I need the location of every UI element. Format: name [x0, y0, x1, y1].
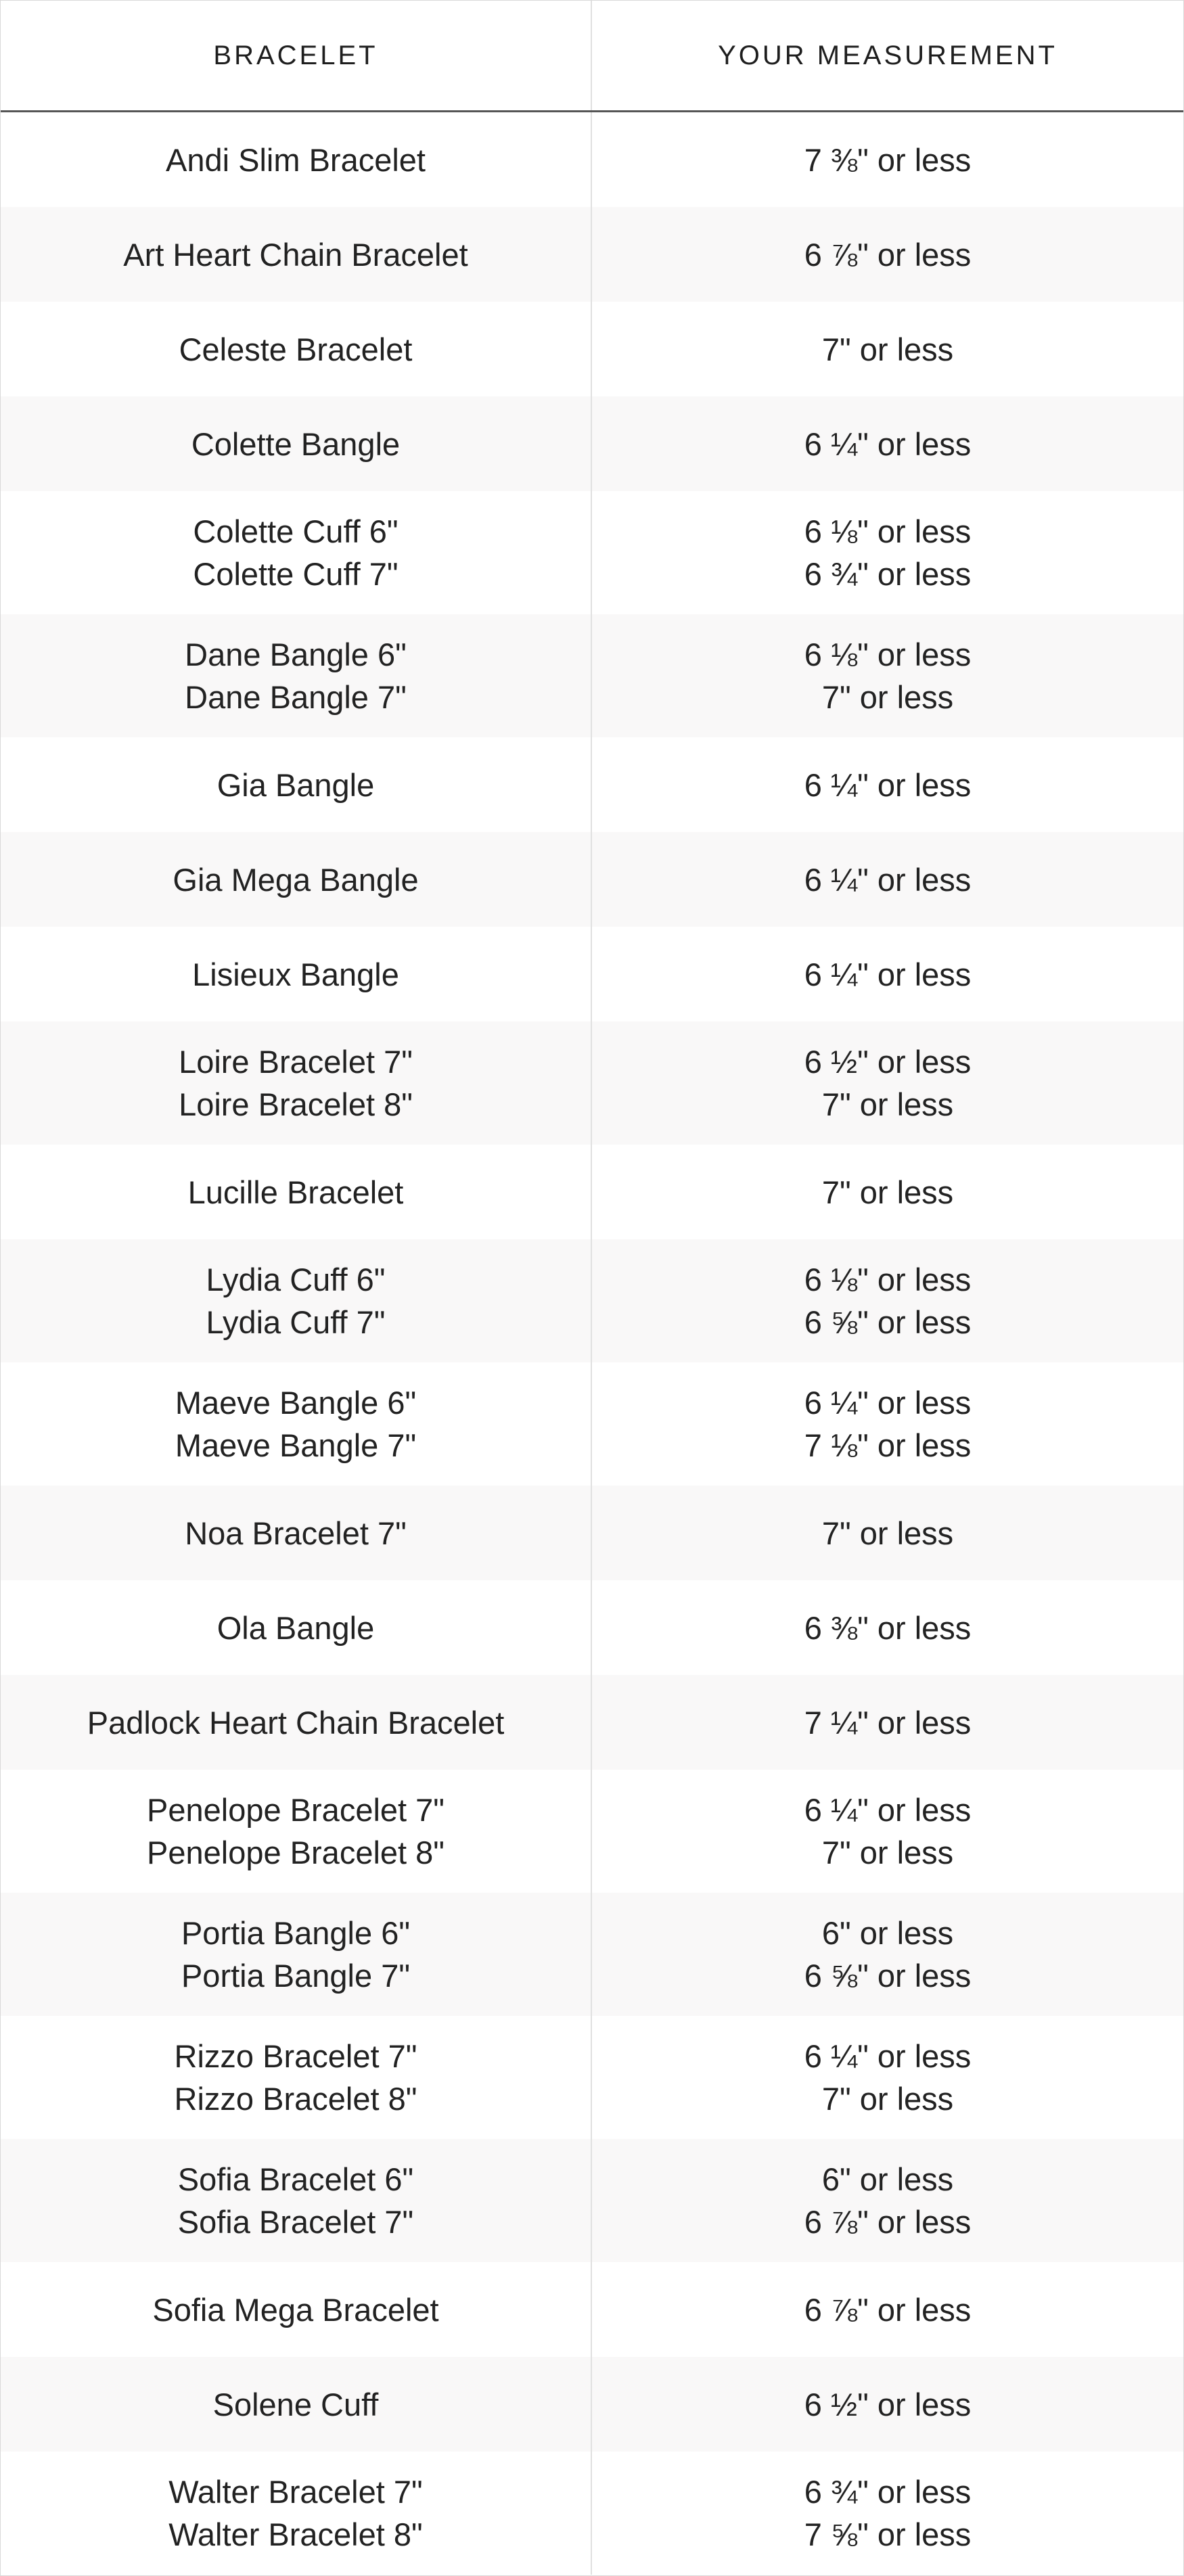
measurement-cell	[592, 2357, 1183, 2452]
bracelet-name: Penelope Bracelet 7"	[147, 1792, 445, 1828]
table-row	[1, 302, 1183, 396]
bracelet-name: Penelope Bracelet 8"	[147, 1835, 445, 1870]
bracelet-name: Portia Bangle 7"	[181, 1958, 411, 1994]
measurement-value: 6" or less	[821, 1915, 954, 1951]
table-body	[1, 112, 1183, 2575]
measurement-cell	[592, 1145, 1183, 1239]
bracelet-cell	[1, 1021, 592, 1145]
measurement-value: 7" or less	[821, 331, 954, 367]
bracelet-name: Rizzo Bracelet 7"	[174, 2038, 417, 2074]
bracelet-cell	[1, 1239, 592, 1362]
measurement-value: 7" or less	[821, 1835, 954, 1870]
bracelet-name: Ola Bangle	[217, 1609, 375, 1646]
measurement-value: 7 ¼" or less	[804, 1704, 972, 1741]
table-row	[1, 2357, 1183, 2452]
measurement-cell	[592, 207, 1183, 302]
table-row	[1, 1893, 1183, 2016]
bracelet-name: Andi Slim Bracelet	[166, 141, 426, 178]
measurement-value: 6 ¼" or less	[804, 2038, 972, 2074]
table-row	[1, 1362, 1183, 1486]
column-header-measurement: YOUR MEASUREMENT	[718, 40, 1057, 70]
bracelet-cell	[1, 1486, 592, 1580]
measurement-value: 6 ⅞" or less	[804, 2204, 972, 2240]
measurement-cell	[592, 1770, 1183, 1893]
bracelet-cell	[1, 302, 592, 396]
measurement-value: 6 ½" or less	[804, 1044, 972, 1080]
bracelet-name: Walter Bracelet 7"	[168, 2474, 423, 2510]
measurement-value: 7 ⅜" or less	[804, 141, 972, 178]
bracelet-name: Maeve Bangle 6"	[175, 1385, 417, 1421]
measurement-cell	[592, 396, 1183, 491]
measurement-value: 7" or less	[821, 1515, 954, 1551]
table-row	[1, 927, 1183, 1021]
measurement-value: 6 ¼" or less	[804, 956, 972, 992]
table-row	[1, 832, 1183, 927]
bracelet-name: Gia Mega Bangle	[173, 861, 419, 898]
measurement-cell	[592, 737, 1183, 832]
table-row	[1, 2262, 1183, 2357]
bracelet-name: Noa Bracelet 7"	[185, 1515, 407, 1551]
measurement-value: 7" or less	[821, 1086, 954, 1122]
bracelet-name: Lydia Cuff 6"	[206, 1262, 386, 1297]
measurement-value: 6 ¼" or less	[804, 1792, 972, 1828]
measurement-value: 6 ⅞" or less	[804, 2291, 972, 2328]
measurement-cell	[592, 1021, 1183, 1145]
measurement-value: 6 ¾" or less	[804, 2474, 972, 2510]
table-row	[1, 207, 1183, 302]
bracelet-cell	[1, 614, 592, 737]
bracelet-name: Gia Bangle	[217, 766, 375, 803]
measurement-value: 6 ⅝" or less	[804, 1958, 972, 1994]
measurement-value: 7" or less	[821, 1174, 954, 1210]
bracelet-cell	[1, 396, 592, 491]
column-header-bracelet: BRACELET	[1, 1, 592, 110]
table-row	[1, 1770, 1183, 1893]
measurement-value: 7" or less	[821, 679, 954, 715]
bracelet-name: Solene Cuff	[212, 2386, 379, 2422]
measurement-value: 6 ¼" or less	[804, 426, 972, 462]
bracelet-name: Loire Bracelet 8"	[179, 1086, 413, 1122]
measurement-value: 6 ¼" or less	[804, 1385, 972, 1421]
table-row	[1, 1486, 1183, 1580]
bracelet-name: Loire Bracelet 7"	[179, 1044, 413, 1080]
bracelet-cell	[1, 1770, 592, 1893]
bracelet-name: Walter Bracelet 8"	[168, 2516, 423, 2552]
bracelet-cell	[1, 1893, 592, 2016]
table-row	[1, 2452, 1183, 2575]
bracelet-name: Rizzo Bracelet 8"	[174, 2081, 417, 2117]
bracelet-name: Colette Cuff 6"	[193, 513, 399, 549]
table-row	[1, 1675, 1183, 1770]
measurement-cell	[592, 2139, 1183, 2262]
bracelet-cell	[1, 1145, 592, 1239]
bracelet-cell	[1, 207, 592, 302]
table-row	[1, 112, 1183, 207]
bracelet-cell	[1, 2016, 592, 2139]
measurement-cell	[592, 1486, 1183, 1580]
measurement-value: 6 ⅛" or less	[804, 513, 972, 549]
bracelet-cell	[1, 1675, 592, 1770]
table-row	[1, 1021, 1183, 1145]
measurement-cell	[592, 2262, 1183, 2357]
bracelet-name: Dane Bangle 7"	[185, 679, 407, 715]
measurement-cell	[592, 1893, 1183, 2016]
bracelet-cell	[1, 112, 592, 207]
table-row	[1, 737, 1183, 832]
measurement-cell	[592, 1239, 1183, 1362]
table-row	[1, 614, 1183, 737]
measurement-value: 6" or less	[821, 2161, 954, 2197]
measurement-value: 6 ⅜" or less	[804, 1609, 972, 1646]
measurement-cell	[592, 112, 1183, 207]
measurement-value: 6 ¼" or less	[804, 766, 972, 803]
table-row	[1, 2139, 1183, 2262]
bracelet-cell	[1, 1362, 592, 1486]
table-row	[1, 491, 1183, 614]
measurement-cell	[592, 2452, 1183, 2575]
bracelet-name: Sofia Bracelet 7"	[177, 2204, 414, 2240]
measurement-cell	[592, 302, 1183, 396]
bracelet-name: Maeve Bangle 7"	[175, 1427, 417, 1463]
table-row	[1, 2016, 1183, 2139]
measurement-cell	[592, 614, 1183, 737]
bracelet-cell	[1, 927, 592, 1021]
measurement-cell	[592, 491, 1183, 614]
measurement-value: 6 ⅛" or less	[804, 637, 972, 672]
measurement-value: 7" or less	[821, 2081, 954, 2117]
bracelet-name: Colette Cuff 7"	[193, 556, 399, 592]
bracelet-cell	[1, 2357, 592, 2452]
bracelet-cell	[1, 832, 592, 927]
bracelet-cell	[1, 2452, 592, 2575]
bracelet-cell	[1, 491, 592, 614]
table-row	[1, 1145, 1183, 1239]
measurement-cell	[592, 1362, 1183, 1486]
bracelet-cell	[1, 737, 592, 832]
measurement-cell	[592, 2016, 1183, 2139]
measurement-value: 6 ⅛" or less	[804, 1262, 972, 1297]
table-row	[1, 1239, 1183, 1362]
bracelet-cell	[1, 2262, 592, 2357]
bracelet-name: Padlock Heart Chain Bracelet	[87, 1704, 505, 1741]
measurement-value: 6 ⅝" or less	[804, 1304, 972, 1340]
measurement-cell	[592, 832, 1183, 927]
bracelet-name: Sofia Bracelet 6"	[177, 2161, 414, 2197]
measurement-cell	[592, 1580, 1183, 1675]
bracelet-name: Colette Bangle	[191, 426, 401, 462]
bracelet-name: Lydia Cuff 7"	[206, 1304, 386, 1340]
measurement-value: 6 ¾" or less	[804, 556, 972, 592]
measurement-value: 7 ⅝" or less	[804, 2516, 972, 2552]
measurement-cell	[592, 1675, 1183, 1770]
bracelet-name: Lisieux Bangle	[192, 956, 399, 992]
measurement-value: 6 ¼" or less	[804, 861, 972, 898]
bracelet-name: Dane Bangle 6"	[185, 637, 407, 672]
table-row	[1, 396, 1183, 491]
bracelet-cell	[1, 2139, 592, 2262]
bracelet-name: Sofia Mega Bracelet	[152, 2291, 439, 2328]
bracelet-name: Celeste Bracelet	[179, 331, 413, 367]
measurement-value: 7 ⅛" or less	[804, 1427, 972, 1463]
bracelet-name: Art Heart Chain Bracelet	[123, 236, 468, 273]
bracelet-cell	[1, 1580, 592, 1675]
bracelet-name: Lucille Bracelet	[187, 1174, 404, 1210]
bracelet-name: Portia Bangle 6"	[181, 1915, 411, 1951]
measurement-cell	[592, 927, 1183, 1021]
measurement-value: 6 ½" or less	[804, 2386, 972, 2422]
measurement-value: 6 ⅞" or less	[804, 236, 972, 273]
table-header-row	[1, 1, 1183, 112]
table-row	[1, 1580, 1183, 1675]
